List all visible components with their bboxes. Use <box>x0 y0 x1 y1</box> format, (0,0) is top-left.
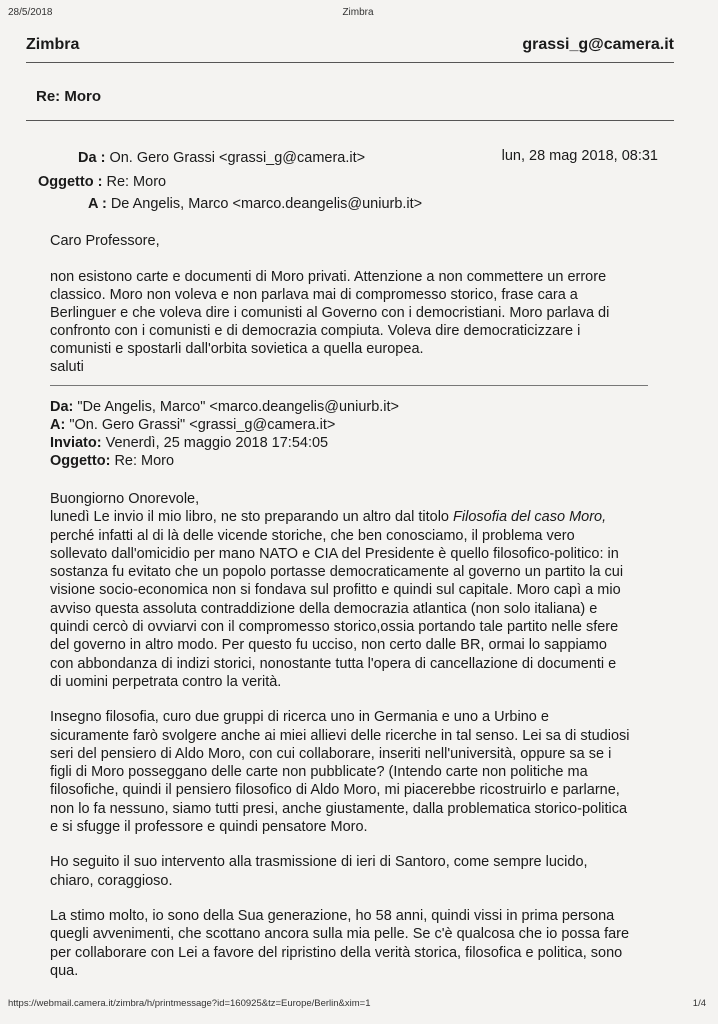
page-number: 1/4 <box>692 998 706 1009</box>
original-body <box>50 490 680 997</box>
original-sent-value: Venerdì, 25 maggio 2018 17:54:05 <box>105 435 329 451</box>
original-subject-row <box>50 452 670 470</box>
text-line: perché infatti al di là delle vicende storiche, che ben conosciamo, il problema vero <box>50 527 575 544</box>
text-line: seri del pensiero di Aldo Moro, con cui collaborare, inseriti nell'università, oppure sa se i <box>50 745 612 762</box>
reply-line: classico. Moro non voleva e non parlava mai di compromesso storico, frase cara a <box>50 287 578 303</box>
original-sent-label: Inviato: <box>50 435 102 451</box>
reply-to-value: De Angelis, Marco <marco.deangelis@uniurb.it> <box>110 196 423 212</box>
text-line: sostanza fu evitato che un popolo portasse democraticamente al governo un partito la cui <box>50 564 624 581</box>
reply-subject-row <box>38 172 166 192</box>
original-paragraph-4 <box>50 907 680 980</box>
reply-subject-label: Oggetto : <box>38 174 103 190</box>
text-line: qua. <box>50 962 79 979</box>
reply-line: confronto con i comunisti e di democrazia compiuta. Voleva dire democraticizzare i <box>50 323 581 339</box>
reply-to-row <box>88 194 422 214</box>
reply-from-label: Da : <box>78 150 106 166</box>
original-from-value: "De Angelis, Marco" <marco.deangelis@uniurb.it> <box>77 399 400 415</box>
quote-divider <box>50 385 648 386</box>
page-title: Re: Moro <box>36 88 101 105</box>
text-line: e si sfugge il professore e quindi pensatore Moro. <box>50 819 368 836</box>
original-from-row <box>50 398 670 416</box>
text-line: avviso questa assoluta contraddizione della democrazia atlantica (non solo italiana) e <box>50 600 598 617</box>
reply-body <box>50 232 670 376</box>
reply-from-value: On. Gero Grassi <grassi_g@camera.it> <box>109 150 366 166</box>
original-from-label: Da: <box>50 399 74 415</box>
text-line: del governo in altro modo. Per questo fu ucciso, non certo dalle BR, ormai lo sappiamo <box>50 637 607 654</box>
original-sent-row <box>50 434 670 452</box>
reply-text <box>50 268 670 376</box>
book-title: Filosofia del caso Moro, <box>453 509 607 526</box>
text-line: di uomini perpetrata contro la verità. <box>50 673 282 690</box>
print-title: Zimbra <box>342 7 374 18</box>
reply-line: saluti <box>50 359 84 375</box>
original-greeting: Buongiorno Onorevole, <box>50 491 200 507</box>
original-subject-label: Oggetto: <box>50 453 111 469</box>
original-header <box>50 398 670 470</box>
reply-subject-value: Re: Moro <box>106 174 167 190</box>
text-line: quindi cercò di ovviarvi con il compromesso storico,ossia portando tale partito nelle sfere <box>50 619 619 636</box>
reply-to-label: A : <box>88 196 107 212</box>
title-divider <box>26 120 674 121</box>
original-to-value: "On. Gero Grassi" <grassi_g@camera.it> <box>69 417 336 433</box>
print-header <box>8 7 708 21</box>
original-paragraph-2 <box>50 708 680 836</box>
reply-line: non esistono carte e documenti di Moro privati. Attenzione a non commettere un errore <box>50 269 607 285</box>
original-subject-value: Re: Moro <box>114 453 175 469</box>
text-line: visione socio-economica non si fondava sul profitto e quindi sul capitale. Moro capì a mio <box>50 582 621 599</box>
footer-url: https://webmail.camera.it/zimbra/h/printmessage?id=160925&tz=Europe/Berlin&xim=1 <box>8 998 371 1009</box>
text-line: filosofiche, quindi il pensiero filosofico di Aldo Moro, mi piacerebbe ricostruirlo e parlarne, <box>50 782 620 799</box>
print-footer <box>8 998 706 1010</box>
original-paragraph-1 <box>50 490 680 691</box>
reply-line: comunisti e spostarli dall'orbita sovietica a quella europea. <box>50 341 424 357</box>
header-divider <box>26 62 674 63</box>
text-line: figli di Moro posseggano delle carte non pubblicate? (Intendo carte non politiche ma <box>50 764 588 781</box>
text-line: con abbondanza di indizi storici, nonostante tutta l'opera di cancellazione di documenti e <box>50 655 617 672</box>
original-first-line <box>50 508 680 526</box>
original-paragraph-3 <box>50 853 680 890</box>
print-date: 28/5/2018 <box>8 7 53 18</box>
brand-row <box>26 36 674 60</box>
app-name: Zimbra <box>26 36 80 53</box>
original-p1-lines <box>50 527 680 692</box>
text-line: sicuramente farò svolgere anche ai miei allievi delle ricerche in tal senso. Lei sa di studiosi <box>50 727 630 744</box>
original-to-row <box>50 416 670 434</box>
text-line: quegli avvenimenti, che scottano ancora sulla mia pelle. Se c'è qualcosa che io possa fare <box>50 926 630 943</box>
first-line-text: lunedì Le invio il mio libro, ne sto preparando un altro dal titolo <box>50 509 454 526</box>
text-line: Ho seguito il suo intervento alla trasmissione di ieri di Santoro, come sempre lucido, <box>50 854 588 871</box>
reply-greeting: Caro Professore, <box>50 233 160 249</box>
reply-date: lun, 28 mag 2018, 08:31 <box>501 148 658 164</box>
text-line: Insegno filosofia, curo due gruppi di ricerca uno in Germania e uno a Urbino e <box>50 709 549 726</box>
text-line: per collaborare con Lei a favore del ripristino della verità storica, filosofica e politica, sono <box>50 944 623 961</box>
text-line: chiaro, coraggioso. <box>50 872 173 889</box>
text-line: non lo fa nessuno, siamo tutti presi, anche giustamente, dalla problematica storico-politica <box>50 800 628 817</box>
text-line: La stimo molto, io sono della Sua generazione, ho 58 anni, quindi vissi in prima persona <box>50 907 615 924</box>
reply-line: Berlinguer e che voleva dire i comunisti al Governo con i democristiani. Moro parlava di <box>50 305 610 321</box>
user-email: grassi_g@camera.it <box>522 36 674 53</box>
text-line: sollevato dall'omicidio per mano NATO e CIA del Presidente è quello filosofico-politico: in <box>50 545 619 562</box>
reply-from-row <box>78 148 365 168</box>
original-to-label: A: <box>50 417 66 433</box>
